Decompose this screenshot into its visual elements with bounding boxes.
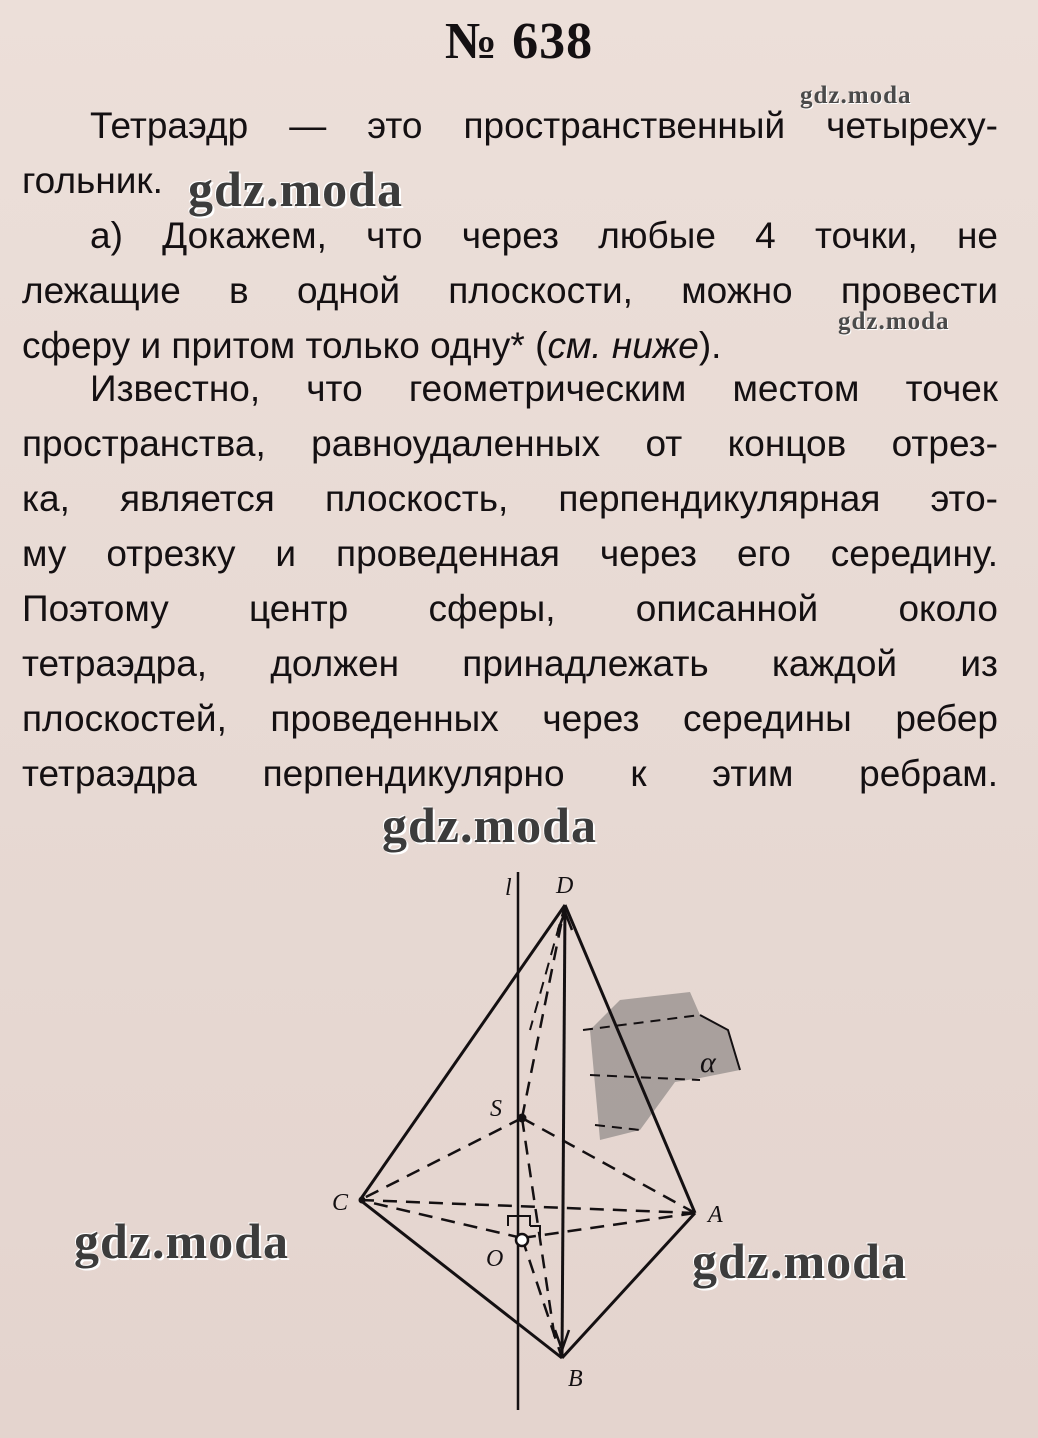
watermark: gdz.moda bbox=[74, 1213, 289, 1269]
watermark: gdz.moda bbox=[838, 308, 950, 335]
text-line: Поэтому центр сферы, описанной около bbox=[22, 588, 998, 629]
text-line: му отрезку и проведенная через его середину. bbox=[22, 533, 998, 574]
label-A: A bbox=[708, 1202, 723, 1228]
watermark: gdz.moda bbox=[800, 82, 912, 109]
text-line: плоскостей, проведенных через середины ребер bbox=[22, 698, 998, 739]
point-C bbox=[359, 1197, 366, 1204]
label-B: B bbox=[568, 1366, 583, 1392]
text-line: тетраэдра перпендикулярно к этим ребрам. bbox=[22, 753, 998, 794]
edge-CA-dashed bbox=[360, 1200, 695, 1213]
segment-SC bbox=[360, 1118, 522, 1200]
label-S: S bbox=[490, 1096, 502, 1122]
text-line: пространства, равноудаленных от концов отрез- bbox=[22, 423, 998, 464]
label-alpha: α bbox=[700, 1046, 716, 1079]
label-D: D bbox=[556, 873, 574, 899]
watermark: gdz.moda bbox=[382, 797, 597, 853]
text-line: гольник. bbox=[22, 160, 163, 201]
watermark: gdz.moda bbox=[188, 161, 403, 217]
segment-SB bbox=[522, 1118, 555, 1340]
segment-OA bbox=[522, 1213, 695, 1238]
text-fragment: ). bbox=[698, 325, 722, 366]
text-line: лежащие в одной плоскости, можно провести bbox=[22, 270, 998, 311]
problem-number: № 638 bbox=[444, 13, 594, 70]
edge-CB bbox=[360, 1200, 562, 1358]
edge-DB bbox=[562, 905, 565, 1358]
edge-AB bbox=[562, 1213, 695, 1358]
text-line: ка, является плоскость, перпендикулярная это- bbox=[22, 478, 998, 519]
text-fragment: сферу и притом только одну* ( bbox=[22, 325, 548, 366]
point-O bbox=[516, 1234, 528, 1246]
text-line: Тетраэдр — это пространственный четыреху- bbox=[90, 105, 998, 146]
label-l: l bbox=[505, 875, 512, 901]
label-C: C bbox=[332, 1190, 349, 1216]
text-line: тетраэдра, должен принадлежать каждой из bbox=[22, 643, 998, 684]
label-O: O bbox=[486, 1246, 504, 1272]
see-below-note: см. ниже bbox=[547, 325, 699, 366]
edge-DC bbox=[360, 905, 565, 1200]
text-line: а) Докажем, что через любые 4 точки, не bbox=[90, 215, 998, 256]
text-line: Известно, что геометрическим местом точек bbox=[90, 368, 998, 409]
watermark: gdz.moda bbox=[692, 1233, 907, 1289]
point-S bbox=[518, 1114, 527, 1123]
